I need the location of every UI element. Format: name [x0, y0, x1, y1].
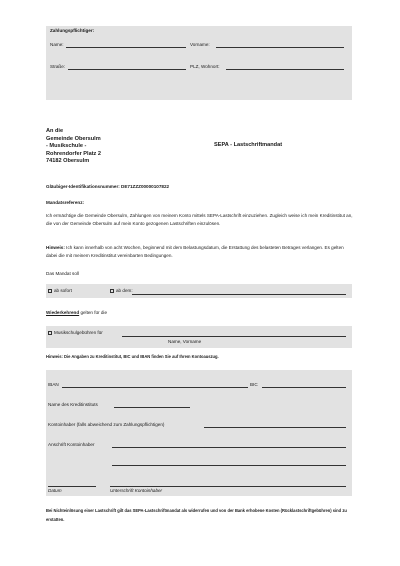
name-field[interactable]	[66, 47, 186, 48]
sepa-title: SEPA - Lastschriftmandat	[214, 142, 283, 148]
creditor-id: Gläubiger-Identifikationsnummer: DE71ZZZ00000107822	[46, 184, 170, 189]
recurring-prefix: Wiederkehrend	[46, 310, 80, 315]
recurring-suffix: gelten für die	[80, 310, 107, 315]
bic-field[interactable]	[262, 387, 346, 388]
holder-field[interactable]	[204, 427, 346, 428]
date-caption: Datum	[48, 488, 62, 493]
from-date-field[interactable]	[132, 294, 346, 295]
firstname-label: Vorname:	[190, 42, 210, 47]
holder-label: Kontoinhaber (falls abweichend zum Zahlungspflichtigen)	[48, 422, 165, 427]
iban-label: IBAN	[48, 382, 59, 387]
school-fees-checkbox[interactable]	[48, 331, 52, 335]
authorization-text: Ich ermächtige die Gemeinde Obersulm, Zahlungen von meinem Konto mittels SEPA-Lastschrift einzuziehen. Zugleich weise ich mein Kreditinstitut an, die von der Gemeinde Obersulm auf mein Konto gezogenen Lastschriften einzulösen.	[46, 213, 353, 226]
student-name-caption: Name, Vorname	[168, 339, 202, 344]
institute-label: Name des Kreditinstituts	[48, 402, 98, 407]
recipient-line: 74182 Obersulm	[46, 158, 90, 165]
footer-note: Bei Nichteinlösung einer Lastschrift gilt das SEPA-Lastschriftmandat als widerrufen und von der Bank erhobene Kosten (Rücklastschriftgebühren) sind zu erstatten.	[46, 508, 347, 522]
payer-title: Zahlungspflichtiger:	[50, 28, 95, 33]
recipient-line: Gemeinde Obersulm	[46, 135, 101, 142]
school-fees-label: Musikschulgebühren für	[54, 330, 103, 335]
iban-field[interactable]	[62, 387, 248, 388]
mandate-reference-label: Mandatsreferenz:	[46, 200, 85, 205]
zip-field[interactable]	[226, 69, 344, 70]
statement-hint: Hinweis: Die Angaben zu Kreditinstitut, BIC und IBAN finden Sie auf Ihrem Kontoauszug.	[46, 354, 219, 359]
recurring-label	[46, 309, 107, 317]
bank-details-section	[46, 370, 352, 496]
recipient-line: An die	[46, 128, 64, 134]
immediately-checkbox[interactable]	[48, 289, 52, 293]
recipient-line: Rohrendorfer Platz 2	[46, 150, 102, 157]
holder-address-field-2[interactable]	[112, 465, 346, 466]
note-text: Ich kann innerhalb von acht Wochen, beginnend mit dem Belastungsdatum, die Erstattung des belasteten Betrages verlangen. Es gelten dabei die mit meinem Kreditinstitut vereinbarten Bedingungen.	[46, 245, 344, 258]
mandate-valid-label: Das Mandat soll	[46, 271, 79, 276]
street-label: Straße:	[50, 64, 66, 69]
school-fees-band	[46, 326, 352, 348]
name-label: Name:	[50, 42, 64, 47]
student-name-field[interactable]	[122, 336, 346, 337]
payer-section	[46, 26, 352, 100]
recipient-line: - Musikschule -	[46, 143, 87, 150]
street-field[interactable]	[68, 69, 186, 70]
validity-band	[46, 284, 352, 298]
date-field[interactable]	[48, 486, 96, 487]
recipient-address	[46, 128, 101, 166]
from-date-checkbox[interactable]	[110, 289, 114, 293]
institute-field[interactable]	[114, 407, 190, 408]
holder-address-field[interactable]	[112, 447, 346, 448]
firstname-field[interactable]	[216, 47, 344, 48]
note-label: Hinweis:	[46, 245, 65, 250]
bic-label: BIC	[250, 382, 258, 387]
immediately-label: ab sofort	[54, 288, 72, 293]
holder-address-label: Anschrift Kontoinhaber	[48, 442, 95, 447]
zip-label: PLZ, Wohnort:	[190, 64, 220, 69]
signature-field[interactable]	[110, 486, 346, 487]
note-paragraph	[46, 244, 354, 260]
from-date-label: ab dem:	[116, 288, 133, 293]
signature-caption: Unterschrift Kontoinhaber	[110, 488, 163, 493]
